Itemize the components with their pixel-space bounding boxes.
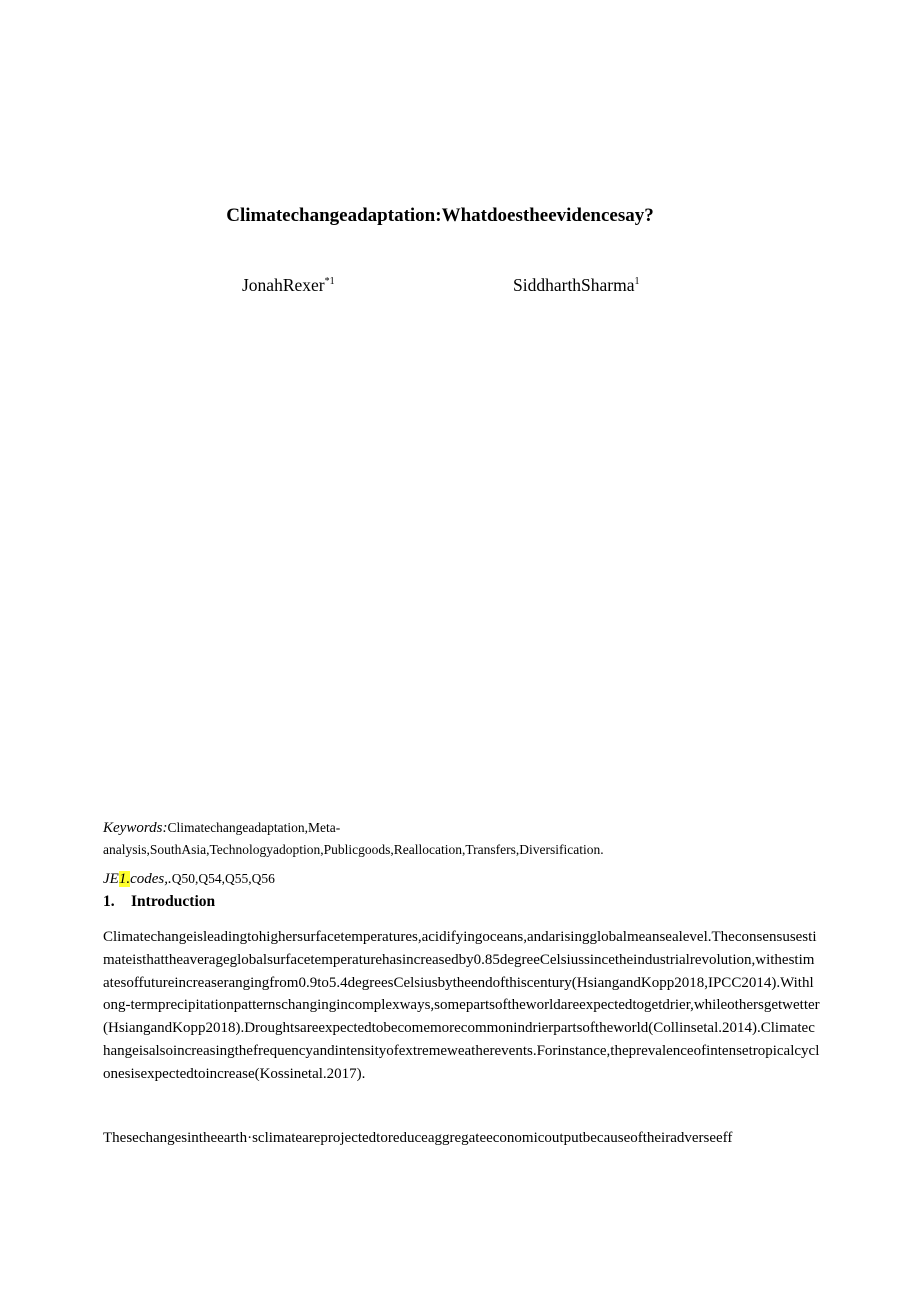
keywords-text: Climatechangeadaptation,Meta-analysis,SouthAsia,Technologyadoption,Publicgoods,Reallocation,Transfers,Diversification. [103,820,604,857]
section-number: 1. [103,893,115,910]
author-affiliation-mark: 1 [634,276,640,287]
jel-codes [103,871,275,888]
section-heading [103,893,215,911]
jel-codes-text: Q50,Q54,Q55,Q56 [171,871,275,886]
section-title: Introduction [131,893,216,910]
author-affiliation-mark: *1 [324,276,335,287]
author-1 [242,275,335,296]
author-name: SiddharthSharma [513,275,635,295]
keywords-label: Keywords: [103,820,168,836]
body-paragraph: Thesechangesintheearth·sclimateareprojectedtoreduceaggregateeconomicoutputbecauseoftheiradverseeff [103,1130,733,1146]
jel-label-suffix: codes,. [130,871,172,887]
author-name: JonahRexer [242,275,325,295]
jel-label-highlight: 1. [118,871,131,887]
author-2 [513,275,640,296]
paper-title: Climatechangeadaptation:Whatdoestheevidencesay? [226,205,654,226]
body-paragraph: Climatechangeisleadingtohighersurfacetemperatures,acidifyingoceans,andarisingglobalmeansealevel.Theconsensusestimateisthattheaverageglobalsurfacetemperaturehasincreasedby0.85degreeCelsiussincetheindustrialrevolution,withestimatesoffutureincreaserangingfrom0.9to5.4degreesCelsiusbytheendofthiscentury(HsiangandKopp2018,IPCC2014).Withlong-termprecipitationpatternschangingincomplexways,somepartsoftheworldareexpectedtogetdrier,whileothersgetwetter(HsiangandKopp2018).Droughtsareexpectedtobecomemorecommonindrierpartsoftheworld(Collinsetal.2014).Climatechangeisalsoincreasingthefrequencyandintensityofextremeweatherevents.Forinstance,theprevalenceofintensetropicalcyclonesisexpectedtoincrease(Kossinetal.2017). [103,929,820,1082]
jel-label-prefix: JE [103,871,119,887]
keywords [103,817,823,860]
